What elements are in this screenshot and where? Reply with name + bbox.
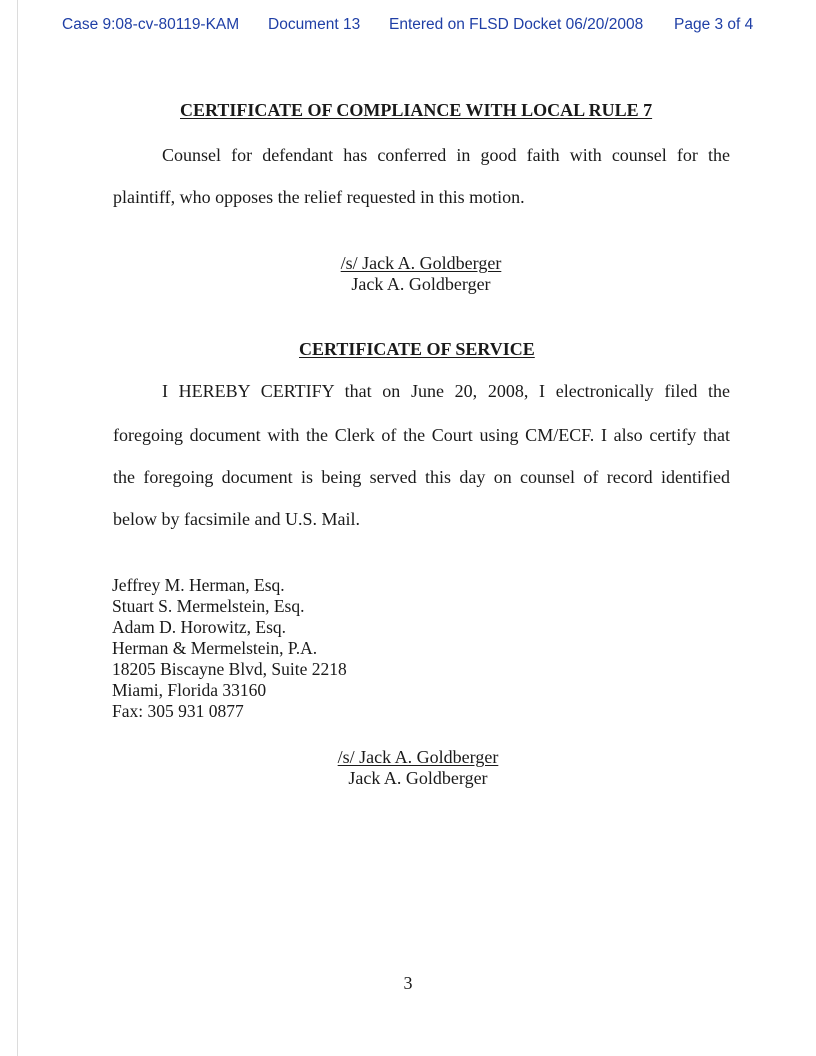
address-line: Stuart S. Mermelstein, Esq. <box>112 596 305 616</box>
header-entered-date: Entered on FLSD Docket 06/20/2008 <box>389 16 644 33</box>
service-line-4: below by facsimile and U.S. Mail. <box>113 509 360 529</box>
address-line: Herman & Mermelstein, P.A. <box>112 638 318 658</box>
compliance-line-2: plaintiff, who opposes the relief requested in this motion. <box>113 187 525 207</box>
address-line: Fax: 305 931 0877 <box>112 701 244 721</box>
header-case-number: Case 9:08-cv-80119-KAM <box>62 16 240 33</box>
address-line: Miami, Florida 33160 <box>112 680 267 700</box>
service-signature-name: Jack A. Goldberger <box>348 768 488 788</box>
page-number: 3 <box>403 973 413 993</box>
compliance-signature-name: Jack A. Goldberger <box>351 274 491 294</box>
service-line-2: foregoing document with the Clerk of the Court using CM/ECF. I also certify that <box>113 425 730 445</box>
header-page-count: Page 3 of 4 <box>674 16 754 33</box>
address-line: Adam D. Horowitz, Esq. <box>112 617 287 637</box>
compliance-heading: CERTIFICATE OF COMPLIANCE WITH LOCAL RULE 7 <box>180 100 653 120</box>
compliance-signature <box>301 253 541 295</box>
service-address-block <box>112 575 347 722</box>
compliance-signature-slash: /s/ Jack A. Goldberger <box>340 253 502 273</box>
address-line: Jeffrey M. Herman, Esq. <box>112 575 285 595</box>
compliance-line-1: Counsel for defendant has conferred in good faith with counsel for the <box>162 145 730 165</box>
service-line-1: I HEREBY CERTIFY that on June 20, 2008, I electronically filed the <box>162 381 730 401</box>
service-heading: CERTIFICATE OF SERVICE <box>299 339 535 359</box>
page-edge-line <box>17 0 18 1056</box>
service-signature <box>298 747 538 789</box>
header-document-number: Document 13 <box>268 16 361 33</box>
service-signature-slash: /s/ Jack A. Goldberger <box>337 747 499 767</box>
service-line-3: the foregoing document is being served this day on counsel of record identified <box>113 467 730 487</box>
address-line: 18205 Biscayne Blvd, Suite 2218 <box>112 659 347 679</box>
